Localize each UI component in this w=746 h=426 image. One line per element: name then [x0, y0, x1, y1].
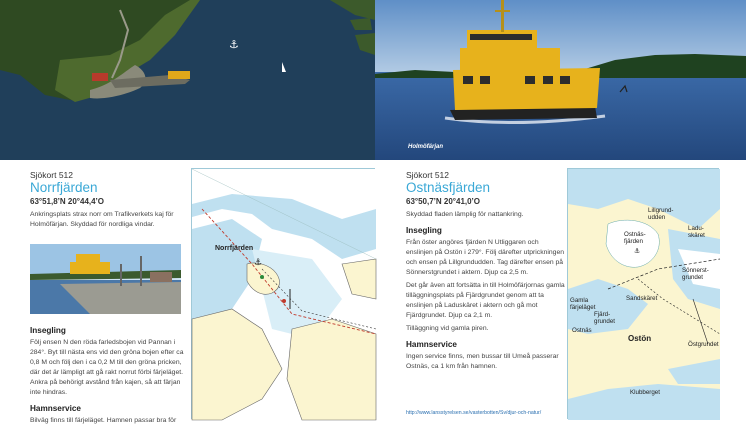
approach-text-2: Det går även att fortsätta in till Holmöfärjornas gamla tilläggningsplats på Fjärdgrundet genom att ta enslinjen på Laduskäret i aktern och gå mot Fjärdgrundet. Djup ca 2,1 m.	[406, 282, 565, 319]
intro-text: Ankringsplats strax norr om Trafikverkets kaj för Holmöfärjan. Skyddad för nordliga vindar.	[30, 211, 174, 228]
coordinates: 63°50,7’N 20°41,0’O	[406, 197, 481, 206]
chart-norrfjarden	[191, 168, 375, 419]
chart-label-norrfjarden: Norrfjärden	[215, 245, 254, 252]
label-fjardgrundet: Fjärd-grundet	[594, 311, 615, 325]
chart-ostnasfjarden	[567, 168, 719, 419]
approach-heading: Insegling	[406, 226, 442, 235]
label-lillgrundudden: Lillgrund-udden	[648, 207, 674, 221]
service-heading: Hamnservice	[30, 404, 81, 413]
photo-caption: Holmöfärjan	[408, 144, 444, 150]
info-link[interactable]: http://www.lansstyrelsen.se/vasterbotten/Sv/djur-och-natur/	[406, 410, 542, 416]
label-sandskaret: Sandskäret	[626, 295, 658, 302]
place-title: Norrfjärden	[30, 180, 98, 195]
svg-text:⚓: ⚓	[254, 258, 263, 268]
coordinates: 63°51,8’N 20°44,4’O	[30, 197, 105, 206]
ostnasfjarden-section	[406, 170, 566, 372]
label-oston: Ostön	[628, 334, 652, 343]
svg-text:⚓: ⚓	[634, 247, 641, 255]
approach-text-3: Tilläggning vid gamla piren.	[406, 325, 489, 332]
chart-reference: Sjökort 512	[406, 170, 449, 180]
service-text: Ingen service finns, men bussar till Umeå passerar Ostnäs, ca 1 km från hamnen.	[406, 353, 559, 370]
chart-reference: Sjökort 512	[30, 170, 73, 180]
label-ostnas: Ostnäs	[572, 327, 592, 334]
intro-text: Skyddad fladen lämplig för nattankring.	[406, 211, 524, 218]
label-laduskaret: Ladu-skäret	[688, 225, 705, 239]
place-title: Ostnäsfjärden	[406, 180, 491, 195]
label-sonnerstgrundet: Sönnerst-grundet	[682, 267, 709, 281]
svg-text:⚓: ⚓	[229, 38, 239, 51]
harbour-photo	[30, 244, 181, 314]
service-heading: Hamnservice	[406, 340, 457, 349]
label-ostgrundet: Östgrundet	[688, 341, 719, 348]
norrfjarden-approach	[30, 320, 190, 426]
approach-text-1: Från öster angöres fjärden N Utliggaren och enslinjen på Ostön i 279°. Följ därefter utprickningen och ensen på Lillgrundudden. Tag därefter ensen på Sönnerstgrundet i aktern. Djup ca 2,5 m.	[406, 239, 565, 276]
label-ostnasfjarden: Ostnäs-fjärden	[624, 231, 646, 245]
approach-heading: Insegling	[30, 326, 66, 335]
label-gamla-farjelaget: Gamla färjeläget	[570, 297, 596, 311]
label-klubberget: Klubberget	[630, 389, 660, 396]
norrfjarden-section	[30, 170, 190, 230]
service-text: Bilväg finns till färjeläget. Hamnen passar bra för	[30, 417, 177, 424]
aerial-photo-norrfjarden	[0, 0, 375, 160]
ferry-photo-holmofarjan	[375, 0, 746, 160]
approach-text: Följ ensen N den röda farledsbojen vid Pannan i 284°. Byt till nästa ens vid den gröna bojen efter ca 0,8 M och följ den i ca 0,2 M till den gröna pricken, där det är lämpligt att gå rakt norrut förbi färjeläget. Ankra på behörigt avstånd från kajen, så att färjan inte hindras.	[30, 339, 184, 396]
